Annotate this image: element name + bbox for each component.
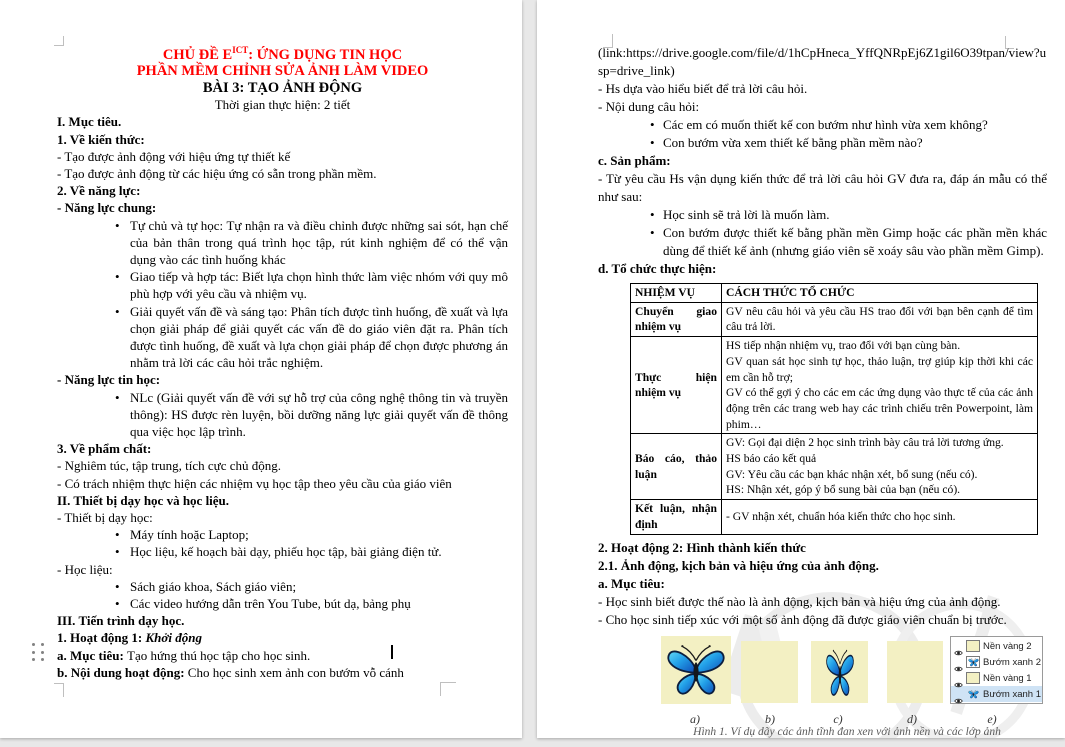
text-run: I. Mục tiêu. — [57, 114, 122, 130]
text-run: - Năng lực tin học: — [57, 372, 161, 388]
bullet-item — [57, 389, 508, 441]
paragraph-line — [598, 611, 1047, 629]
task-label-cell: Kết luận, nhận định — [631, 500, 722, 534]
task-label-cell: Thực hiện nhiệm vụ — [631, 337, 722, 434]
bullet-dot: • — [115, 303, 120, 319]
paragraph-line — [57, 148, 508, 165]
cell-line: HS báo cáo kết quả — [726, 452, 817, 466]
bullet-item — [57, 526, 508, 543]
text-run: a. Mục tiêu: — [598, 575, 665, 591]
figure-label-e: e) — [987, 712, 997, 726]
paragraph-line — [598, 44, 1047, 80]
paragraph-line — [57, 664, 508, 681]
right-body-text-bottom — [598, 539, 1047, 629]
cell-line: GV có thể gợi ý cho các em các ứng dụng vào thực tế của các ảnh động trên các trang web hay các trình chiếu trên Powerpoint, làm phim… — [726, 386, 1033, 431]
text-run: (link:https://drive.google.com/file/d/1hCpHneca_YffQNRpEj6Z1gil6O39tpan/view?usp=drive_link) — [598, 45, 1047, 78]
heading-line — [598, 557, 1047, 575]
heading-line — [57, 612, 508, 629]
heading-line — [57, 629, 508, 646]
text-run: - Cho học sinh tiếp xúc với một số ảnh động đã được giáo viên chuẩn bị trước. — [598, 611, 1007, 627]
text-run: Con bướm vừa xem thiết kế bằng phần mềm nào? — [663, 135, 923, 150]
task-detail-cell — [722, 302, 1038, 336]
cell-line: GV: Yêu cầu các bạn khác nhận xét, bổ sung (nếu có). — [726, 467, 978, 481]
layer-name: Bướm xanh 1 — [983, 688, 1042, 700]
text-run: 2. Hoạt động 2: Hình thành kiến thức — [598, 539, 806, 555]
figure-label-b: b) — [765, 712, 775, 726]
heading-line — [57, 492, 508, 509]
lead-label: 1. Hoạt động 1: — [57, 630, 146, 646]
heading-line — [57, 371, 508, 388]
task-detail-cell — [722, 434, 1038, 500]
table-header-cell: NHIỆM VỤ — [631, 284, 722, 303]
frame-d-yellow-background — [887, 641, 943, 703]
bullet-dot: • — [650, 207, 655, 222]
eye-icon — [954, 691, 963, 698]
paragraph-line — [57, 647, 508, 664]
bullet-dot: • — [115, 217, 120, 233]
heading-line — [57, 113, 508, 130]
bullet-item — [598, 134, 1047, 152]
bullet-item — [57, 217, 508, 269]
heading-line — [57, 199, 508, 216]
text-run: 2.1. Ảnh động, kịch bản và hiệu ứng của ảnh động. — [598, 557, 879, 573]
task-label-cell: Báo cáo, thảo luận — [631, 434, 722, 500]
table-row — [631, 302, 1038, 336]
layer-row — [951, 670, 1042, 686]
title-superscript: ICT — [232, 45, 249, 55]
text-run: - Học liệu: — [57, 561, 113, 577]
frame-c-butterfly-closing — [811, 641, 868, 703]
frame-b-yellow-background — [741, 641, 798, 703]
text-run: Tạo hứng thú học tập cho học sinh. — [127, 647, 311, 663]
margin-mark-bottom-right-icon — [440, 682, 456, 696]
yellow-layer-thumbnail — [966, 672, 980, 684]
task-detail-cell — [722, 500, 1038, 534]
text-run: Học liệu, kế hoạch bài dạy, phiếu học tập, bài giảng điện tử. — [130, 544, 442, 560]
butterfly-layer-thumbnail — [966, 656, 980, 668]
bullet-dot: • — [115, 269, 120, 285]
eye-icon — [954, 659, 963, 666]
bullet-dot: • — [115, 544, 120, 560]
butterfly-layer-thumbnail — [966, 688, 980, 700]
doc-title-line2: PHẦN MỀM CHỈNH SỬA ẢNH LÀM VIDEO — [136, 63, 429, 80]
organization-table — [630, 283, 1038, 535]
cell-line: HS tiếp nhận nhiệm vụ, trao đổi với bạn cùng bàn. — [726, 339, 961, 353]
yellow-layer-thumbnail — [966, 640, 980, 652]
bullet-dot: • — [650, 117, 655, 132]
text-run: - Nghiêm túc, tập trung, tích cực chủ động. — [57, 458, 282, 474]
butterfly-image — [665, 639, 727, 699]
text-run: Sách giáo khoa, Sách giáo viên; — [130, 578, 297, 594]
paragraph-line — [598, 170, 1047, 206]
lead-label: b. Nội dung hoạt động: — [57, 664, 188, 680]
text-run: - Hs dựa vào hiểu biết để trả lời câu hỏi. — [598, 81, 808, 96]
heading-line — [598, 152, 1047, 170]
text-run: Giao tiếp và hợp tác: Biết lựa chọn hình thức làm việc nhóm với quy mô phù hợp với yêu cầu và nhiệm vụ. — [130, 269, 508, 302]
layer-name: Bướm xanh 2 — [983, 656, 1042, 668]
text-run: 1. Về kiến thức: — [57, 131, 145, 147]
italic-run: Khởi động — [145, 630, 202, 646]
text-run: - Có trách nhiệm thực hiện các nhiệm vụ học tập theo yêu cầu của giáo viên — [57, 475, 452, 491]
bullet-item — [598, 224, 1047, 260]
frame-a-butterfly-open — [661, 636, 731, 704]
page-left[interactable] — [0, 0, 522, 738]
table-header-row — [631, 284, 1038, 303]
text-run: - Nội dung câu hỏi: — [598, 99, 700, 114]
bullet-item — [57, 543, 508, 560]
text-run: Các em có muốn thiết kế con bướm như hình vừa xem không? — [663, 117, 988, 132]
paragraph-line — [598, 80, 1047, 98]
bullet-item — [57, 578, 508, 595]
text-run: Cho học sinh xem ảnh con bướm vỗ cánh — [187, 664, 404, 680]
text-run: - Thiết bị dạy học: — [57, 510, 153, 525]
paragraph-line — [57, 561, 508, 578]
text-run: - Năng lực chung: — [57, 200, 157, 216]
text-run: Máy tính hoặc Laptop; — [130, 527, 249, 543]
title-prefix: CHỦ ĐỀ E — [162, 46, 233, 63]
figure-caption: Hình 1. Ví dụ dãy các ảnh tĩnh đan xen với ảnh nền và các lớp ảnh — [693, 726, 1001, 738]
doc-title-line1 — [57, 42, 508, 63]
figure-label-a: a) — [690, 712, 700, 726]
heading-line — [57, 440, 508, 457]
page-right-content — [598, 0, 1047, 629]
paragraph-line — [598, 593, 1047, 611]
eye-icon — [954, 643, 963, 650]
text-run: - Tạo được ảnh động từ các hiệu ứng có sẵn trong phần mềm. — [57, 165, 377, 181]
text-run: Giải quyết vấn đề và sáng tạo: Phân tích được tình huống, đề xuất và lựa chọn giải pháp để giải quyết các vấn đề do giáo viên đặt ra. Phân tích được tình huống, đề xuất và lựa chọn giải pháp để chọn được phương án nhằm trả lời các câu hỏi trắc nghiệm. — [130, 303, 508, 371]
layer-name: Nền vàng 1 — [983, 672, 1032, 684]
cell-line: GV quan sát học sinh tự học, thảo luận, trợ giúp kịp thời khi các em cần hỗ trợ; — [726, 354, 1033, 384]
task-detail-cell — [722, 337, 1038, 434]
heading-line — [57, 182, 508, 199]
layer-row — [951, 638, 1042, 654]
text-run: - Từ yêu cầu Hs vận dụng kiến thức để trả lời câu hỏi GV đưa ra, đáp án mẫu có thể như sau: — [598, 171, 1047, 204]
layer-name: Nền vàng 2 — [983, 640, 1032, 652]
cell-line: GV nêu câu hỏi và yêu cầu HS trao đổi với bạn bên cạnh để tìm câu trả lời. — [726, 304, 1033, 334]
bullet-item — [57, 595, 508, 612]
text-run: Các video hướng dẫn trên You Tube, bút dạ, bảng phụ — [130, 596, 411, 612]
text-run: - Học sinh biết được thế nào là ảnh động, kịch bản và hiệu ứng của ảnh động. — [598, 593, 1001, 609]
text-run: Học sinh sẽ trả lời là muốn làm. — [663, 207, 830, 222]
heading-line — [598, 575, 1047, 593]
table-row — [631, 500, 1038, 534]
paragraph-line — [598, 98, 1047, 116]
layer-row — [951, 686, 1042, 702]
heading-line — [598, 260, 1047, 278]
task-label-cell: Chuyển giao nhiệm vụ — [631, 302, 722, 336]
text-run: 3. Về phẩm chất: — [57, 441, 152, 457]
heading-line — [57, 131, 508, 148]
margin-mark-top-left-icon — [54, 36, 64, 46]
lead-label: a. Mục tiêu: — [57, 647, 128, 663]
paragraph-line — [57, 165, 508, 182]
text-run: II. Thiết bị dạy học và học liệu. — [57, 492, 230, 508]
title-suffix: : ỨNG DỤNG TIN HỌC — [248, 46, 403, 63]
text-run: III. Tiến trình dạy học. — [57, 613, 185, 629]
lesson-title: BÀI 3: TẠO ẢNH ĐỘNG — [202, 79, 363, 96]
bullet-dot: • — [115, 596, 120, 612]
table-row — [631, 434, 1038, 500]
text-run: c. Sản phẩm: — [598, 153, 671, 168]
duration-line: Thời gian thực hiện: 2 tiết — [214, 97, 351, 113]
page-left-content — [57, 0, 508, 681]
text-run: Tự chủ và tự học: Tự nhận ra và điều chỉnh được những sai sót, hạn chế của bản thân trong quá trình học tập, rút kinh nghiệm để có thể vận dụng vào các tình huống khác — [130, 217, 508, 267]
eye-icon — [954, 675, 963, 682]
bullet-dot: • — [115, 389, 120, 405]
butterfly-image — [825, 644, 855, 700]
figure-label-c: c) — [833, 712, 843, 726]
bullet-item — [57, 303, 508, 372]
bullet-dot: • — [115, 527, 120, 543]
right-body-text-top — [598, 44, 1047, 278]
bullet-item — [57, 268, 508, 302]
table-row — [631, 337, 1038, 434]
paragraph-line — [57, 475, 508, 492]
bullet-dot: • — [115, 578, 120, 594]
page-right[interactable] — [537, 0, 1065, 738]
bullet-dot: • — [650, 225, 655, 240]
figure-label-d: d) — [907, 712, 917, 726]
text-run: d. Tổ chức thực hiện: — [598, 261, 717, 276]
layers-panel — [950, 636, 1043, 704]
left-body-text — [57, 113, 508, 681]
text-cursor — [391, 645, 393, 659]
text-run: 2. Về năng lực: — [57, 183, 141, 199]
figure-animation-frames — [537, 628, 1065, 738]
paragraph-line — [57, 457, 508, 474]
text-run: Con bướm được thiết kế bằng phần mền Gimp hoặc các phần mền khác dùng để thiết kế ảnh (nhưng giáo viên sẽ xoáy sâu vào phần mềm Gimp). — [663, 225, 1047, 258]
heading-line — [598, 539, 1047, 557]
cell-line: GV: Gọi đại diện 2 học sinh trình bày câu trả lời tương ứng. — [726, 436, 1004, 450]
bullet-item — [598, 206, 1047, 224]
margin-mark-bottom-left-icon — [54, 683, 64, 697]
text-run: NLc (Giải quyết vấn đề với sự hỗ trợ của công nghệ thông tin và truyền thông): HS được rèn luyện, bồi dưỡng năng lực giải quyết vấn đề thông qua việc học lập trình. — [130, 389, 508, 439]
text-run: - Tạo được ảnh động với hiệu ứng tự thiết kế — [57, 148, 291, 164]
cell-line: - GV nhận xét, chuẩn hóa kiến thức cho học sinh. — [726, 509, 956, 523]
bullet-item — [598, 116, 1047, 134]
paragraph-line — [57, 509, 508, 526]
layer-row — [951, 654, 1042, 670]
cell-line: HS: Nhận xét, góp ý bổ sung bài của bạn (nếu có). — [726, 483, 961, 497]
drag-handle-icon[interactable] — [32, 643, 46, 663]
table-header-cell: CÁCH THỨC TỔ CHỨC — [722, 284, 1038, 303]
bullet-dot: • — [650, 135, 655, 150]
